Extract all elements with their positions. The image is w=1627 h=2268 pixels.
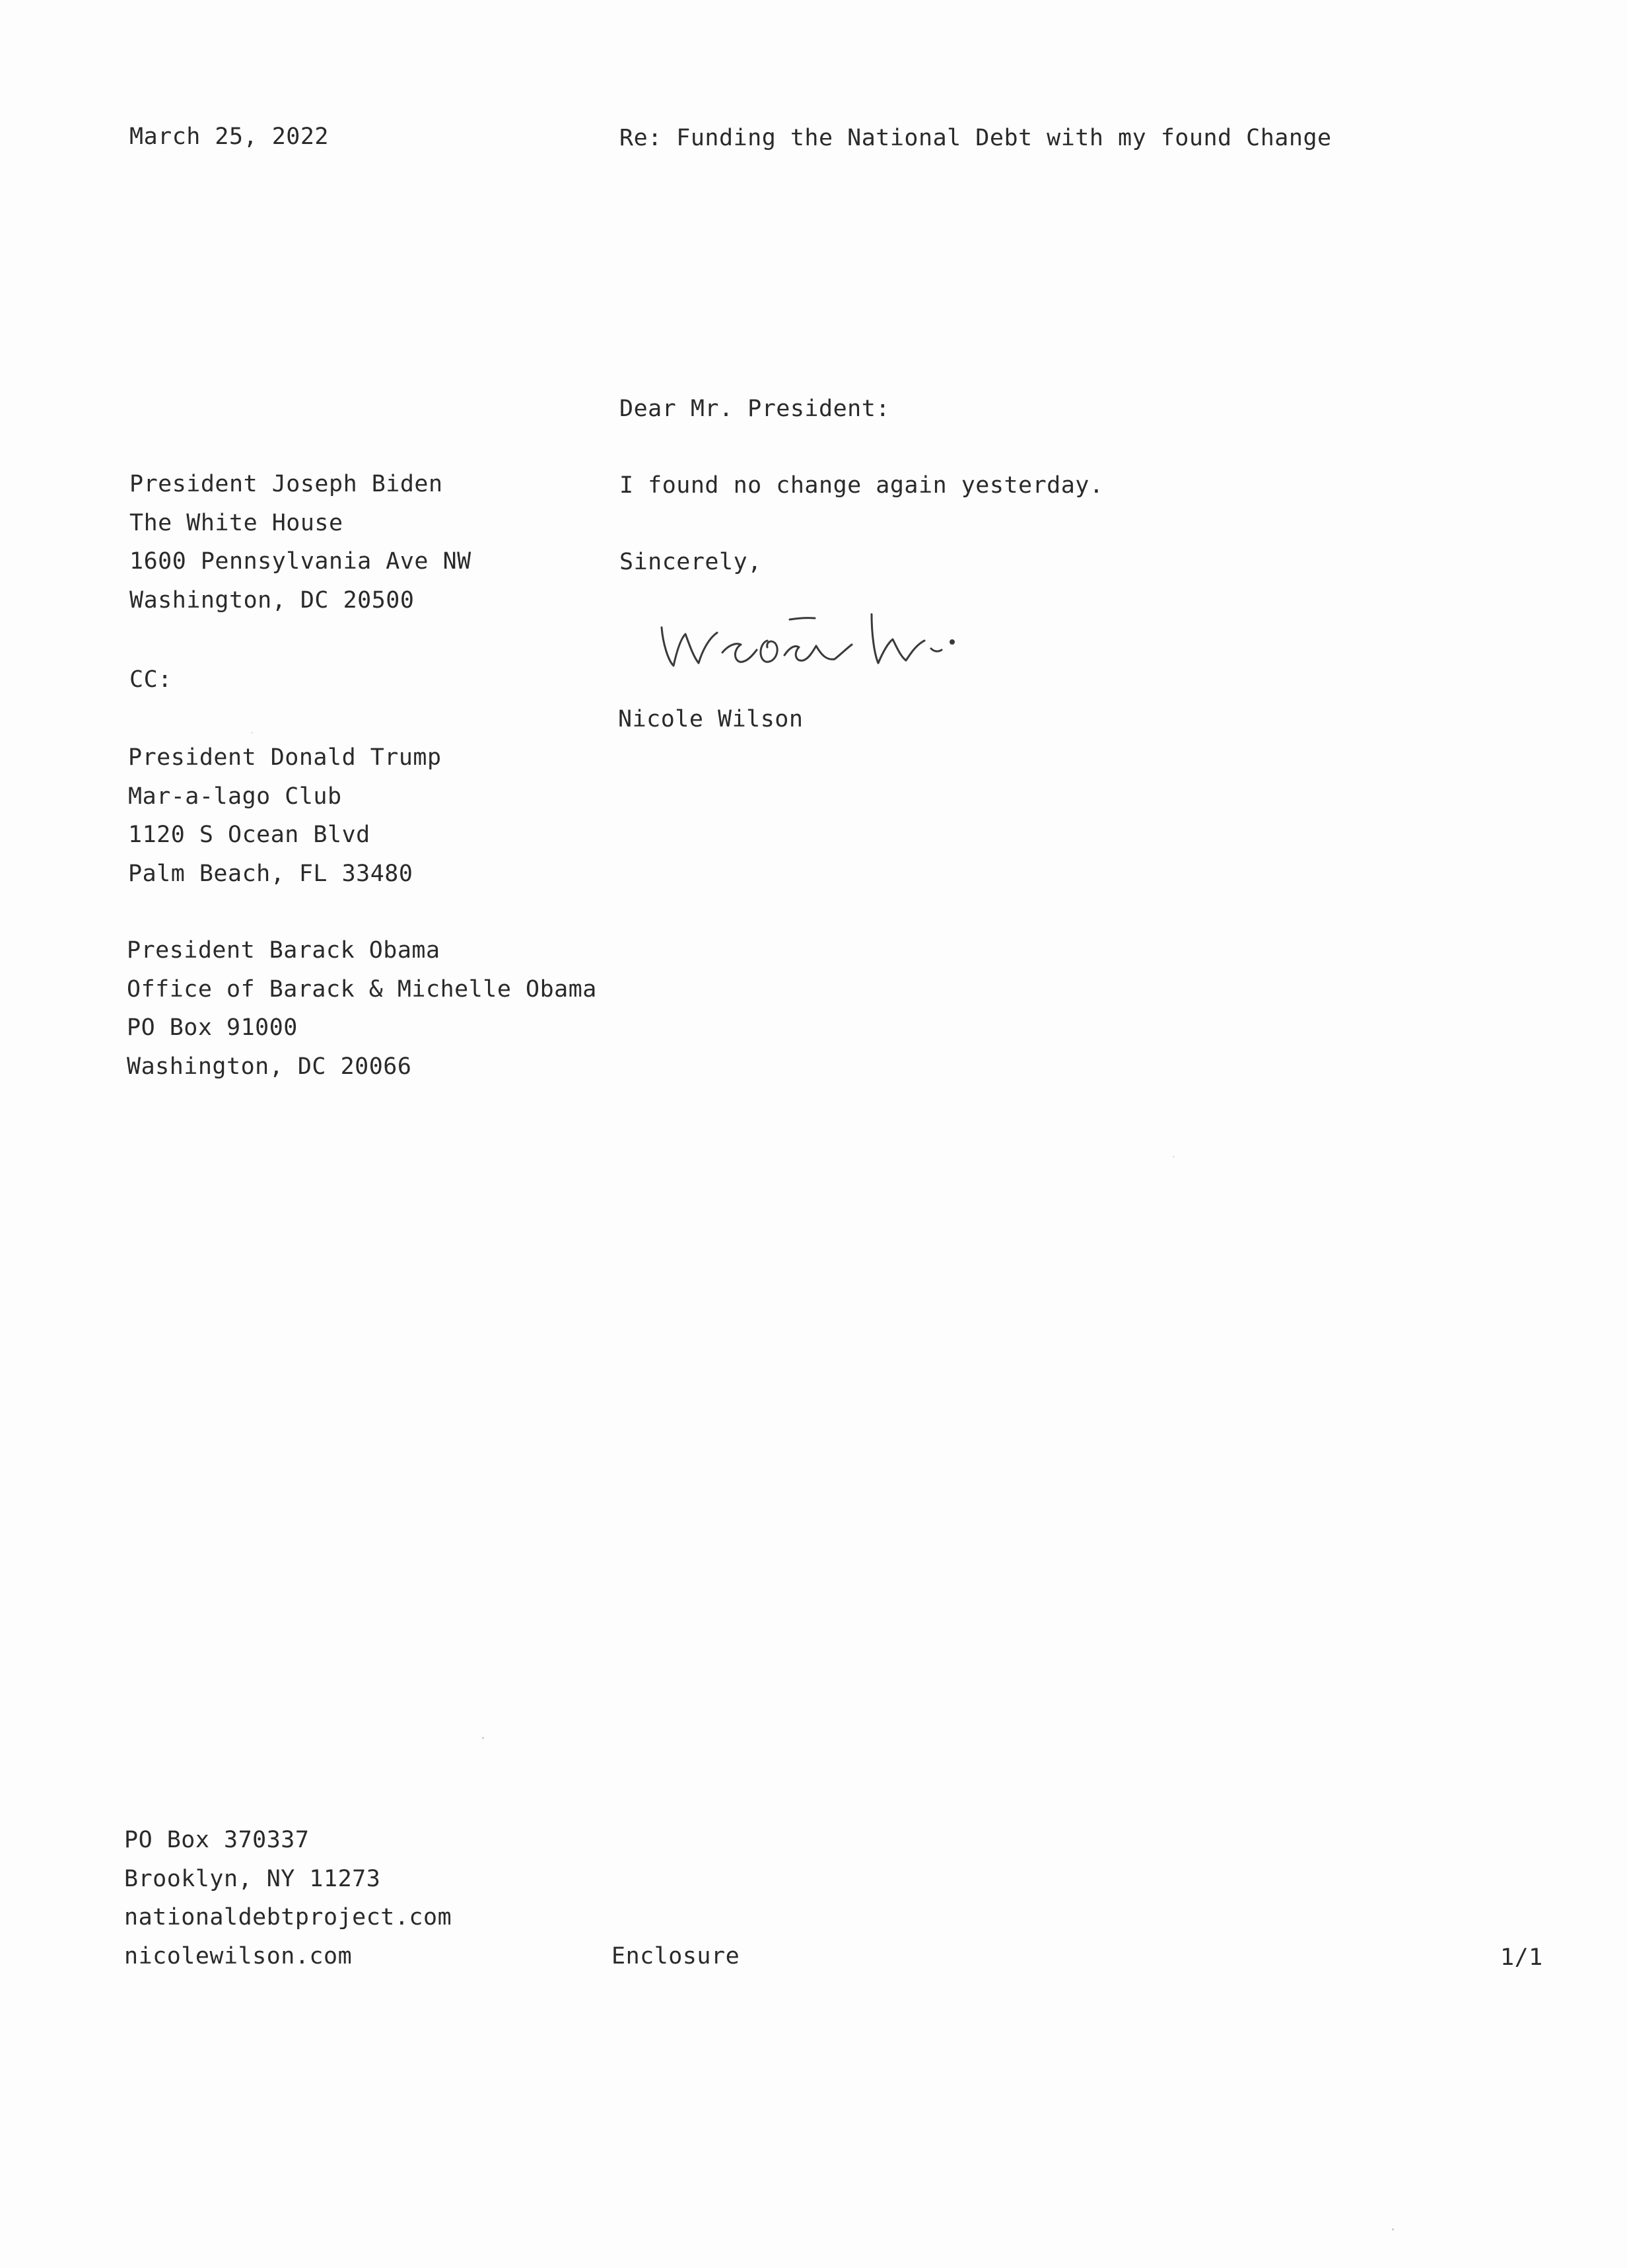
letter-date: March 25, 2022	[129, 124, 329, 150]
cc-label: CC:	[129, 666, 172, 693]
recipient-address-line: 1600 Pennsylvania Ave NW	[129, 548, 471, 575]
recipient-address	[129, 465, 471, 620]
signer-name: Nicole Wilson	[618, 706, 804, 732]
cc-address-line: Washington, DC 20066	[127, 1053, 412, 1080]
recipient-address-line: Washington, DC 20500	[129, 586, 415, 614]
scan-speck	[1392, 2228, 1394, 2230]
scan-speck	[1173, 1156, 1175, 1158]
cc-recipient-address	[128, 738, 442, 893]
cc-recipient-address	[127, 931, 597, 1086]
recipient-name: President Joseph Biden	[129, 471, 443, 497]
cc-recipient-name: President Barack Obama	[127, 937, 440, 964]
cc-address-line: Palm Beach, FL 33480	[128, 860, 413, 887]
recipient-address-line: The White House	[129, 509, 343, 536]
letter-subject: Re: Funding the National Debt with my found Change	[619, 125, 1332, 151]
salutation: Dear Mr. President:	[619, 396, 890, 422]
cc-recipient-name: President Donald Trump	[128, 744, 442, 771]
footer-address	[124, 1821, 452, 1975]
closing: Sincerely,	[619, 549, 762, 575]
footer-website: nicolewilson.com	[124, 1942, 353, 1969]
page-number: 1/1	[1500, 1944, 1543, 1971]
handwritten-signature-icon	[654, 581, 1010, 680]
message-body: I found no change again yesterday.	[619, 472, 1104, 499]
cc-address-line: Mar-a-lago Club	[128, 783, 342, 810]
scan-speck	[482, 1737, 484, 1739]
footer-address-line: Brooklyn, NY 11273	[124, 1865, 381, 1892]
cc-address-line: PO Box 91000	[127, 1014, 298, 1041]
cc-address-line: Office of Barack & Michelle Obama	[127, 975, 597, 1003]
footer-website: nationaldebtproject.com	[124, 1904, 452, 1931]
footer-address-line: PO Box 370337	[124, 1827, 310, 1853]
scan-speck	[251, 732, 253, 734]
enclosure-label: Enclosure	[611, 1943, 740, 1969]
cc-address-line: 1120 S Ocean Blvd	[128, 822, 370, 848]
